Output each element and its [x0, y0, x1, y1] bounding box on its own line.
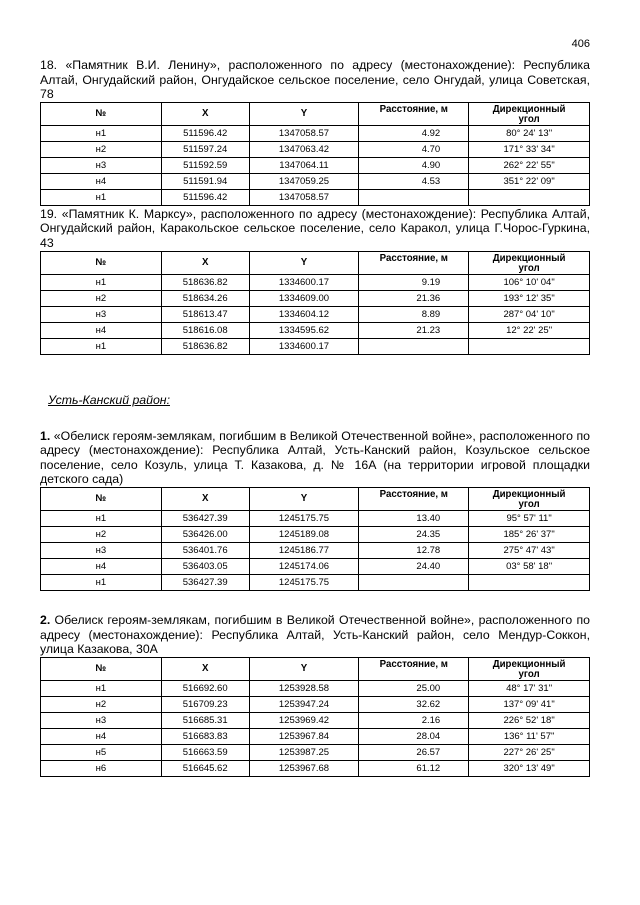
direction-angle-cell: 12° 22' 25": [469, 322, 590, 338]
y-coordinate-cell: 1334600.17: [249, 338, 359, 354]
distance-cell: 24.40: [359, 558, 469, 574]
table-header-row: [41, 487, 590, 510]
coordinates-table: [40, 251, 590, 355]
point-number-cell: н3: [41, 306, 162, 322]
distance-cell: 61.12: [359, 760, 469, 776]
table-row: [41, 322, 590, 338]
x-coordinate-cell: 516692.60: [161, 680, 249, 696]
distance-cell: 25.00: [359, 680, 469, 696]
direction-angle-cell: 171° 33' 34": [469, 141, 590, 157]
point-number-cell: н6: [41, 760, 162, 776]
direction-angle-cell: 227° 26' 25": [469, 744, 590, 760]
table-header-row: [41, 657, 590, 680]
y-coordinate-cell: 1245186.77: [249, 542, 359, 558]
point-number-cell: н1: [41, 189, 162, 205]
section-number: 1.: [40, 428, 51, 443]
x-coordinate-cell: 536427.39: [161, 574, 249, 590]
table-row: [41, 274, 590, 290]
point-number-cell: н3: [41, 542, 162, 558]
point-number-cell: н2: [41, 526, 162, 542]
header-angle-line2: угол: [518, 113, 540, 125]
table-row: [41, 338, 590, 354]
point-number-cell: н5: [41, 744, 162, 760]
distance-cell: 9.19: [359, 274, 469, 290]
header-angle: [469, 251, 590, 274]
x-coordinate-cell: 516683.83: [161, 728, 249, 744]
distance-cell: 2.16: [359, 712, 469, 728]
section-description: [40, 207, 590, 251]
header-angle: [469, 487, 590, 510]
section-description: [40, 58, 590, 102]
table-row: [41, 526, 590, 542]
section-text: Обелиск героям-землякам, погибшим в Великой Отечественной войне», расположенного по адресу (местонахождение): Республика Алтай, Усть-Канский район, село Мендур-Соккон, улица Казакова, 30А: [40, 612, 590, 657]
direction-angle-cell: 275° 47' 43": [469, 542, 590, 558]
point-number-cell: н3: [41, 712, 162, 728]
point-number-cell: н2: [41, 290, 162, 306]
table-row: [41, 696, 590, 712]
point-number-cell: н1: [41, 574, 162, 590]
x-coordinate-cell: 511596.42: [161, 125, 249, 141]
distance-cell: [359, 338, 469, 354]
y-coordinate-cell: 1334609.00: [249, 290, 359, 306]
table-header-row: [41, 251, 590, 274]
direction-angle-cell: 136° 11' 57": [469, 728, 590, 744]
header-y: Y: [249, 657, 359, 680]
point-number-cell: н4: [41, 558, 162, 574]
distance-cell: 21.36: [359, 290, 469, 306]
coordinates-table: [40, 102, 590, 206]
header-number: №: [41, 251, 162, 274]
x-coordinate-cell: 516645.62: [161, 760, 249, 776]
section-text: «Памятник В.И. Ленину», расположенного по адресу (местонахождение): Республика Алтай, Онгудайский район, Онгудайское сельское поселение, село Онгудай, улица Советская, 78: [40, 58, 590, 102]
direction-angle-cell: [469, 574, 590, 590]
y-coordinate-cell: 1334604.12: [249, 306, 359, 322]
header-angle-line1: Дирекционный: [492, 488, 566, 500]
coordinates-table: [40, 487, 590, 591]
point-number-cell: н1: [41, 338, 162, 354]
x-coordinate-cell: 518636.82: [161, 274, 249, 290]
x-coordinate-cell: 511592.59: [161, 157, 249, 173]
direction-angle-cell: 262° 22' 55": [469, 157, 590, 173]
table-row: [41, 728, 590, 744]
table-row: [41, 173, 590, 189]
page-content: [40, 58, 590, 777]
y-coordinate-cell: 1347059.25: [249, 173, 359, 189]
distance-cell: 26.57: [359, 744, 469, 760]
table-row: [41, 125, 590, 141]
x-coordinate-cell: 518616.08: [161, 322, 249, 338]
x-coordinate-cell: 518636.82: [161, 338, 249, 354]
table-row: [41, 760, 590, 776]
direction-angle-cell: 185° 26' 37": [469, 526, 590, 542]
x-coordinate-cell: 536427.39: [161, 510, 249, 526]
table-row: [41, 189, 590, 205]
distance-cell: 24.35: [359, 526, 469, 542]
header-angle-line2: угол: [518, 262, 540, 274]
direction-angle-cell: 106° 10' 04": [469, 274, 590, 290]
direction-angle-cell: 95° 57' 11": [469, 510, 590, 526]
x-coordinate-cell: 536401.76: [161, 542, 249, 558]
distance-cell: 12.78: [359, 542, 469, 558]
direction-angle-cell: 320° 13' 49": [469, 760, 590, 776]
point-number-cell: н4: [41, 173, 162, 189]
point-number-cell: н4: [41, 322, 162, 338]
table-row: [41, 290, 590, 306]
direction-angle-cell: 226° 52' 18": [469, 712, 590, 728]
direction-angle-cell: 03° 58' 18": [469, 558, 590, 574]
section-number: 18.: [40, 58, 58, 72]
distance-cell: [359, 574, 469, 590]
x-coordinate-cell: 511596.42: [161, 189, 249, 205]
section-number: 19.: [40, 206, 58, 221]
y-coordinate-cell: 1245175.75: [249, 510, 359, 526]
table-row: [41, 510, 590, 526]
y-coordinate-cell: 1334595.62: [249, 322, 359, 338]
header-angle-line1: Дирекционный: [492, 103, 566, 115]
x-coordinate-cell: 511591.94: [161, 173, 249, 189]
section-description: [40, 429, 590, 487]
header-distance: Расстояние, м: [359, 251, 469, 274]
direction-angle-cell: 80° 24' 13": [469, 125, 590, 141]
section-text: «Памятник К. Марксу», расположенного по адресу (местонахождение): Республика Алтай, Онгудайский район, Каракольское сельское поселение, село Каракол, улица Г.Чорос-Гуркина, 43: [40, 206, 590, 250]
header-angle-line2: угол: [518, 498, 540, 510]
distance-cell: 13.40: [359, 510, 469, 526]
header-angle: [469, 102, 590, 125]
x-coordinate-cell: 518613.47: [161, 306, 249, 322]
x-coordinate-cell: 518634.26: [161, 290, 249, 306]
direction-angle-cell: 193° 12' 35": [469, 290, 590, 306]
direction-angle-cell: 48° 17' 31": [469, 680, 590, 696]
y-coordinate-cell: 1334600.17: [249, 274, 359, 290]
direction-angle-cell: 287° 04' 10": [469, 306, 590, 322]
header-number: №: [41, 102, 162, 125]
y-coordinate-cell: 1253928.58: [249, 680, 359, 696]
header-angle-line1: Дирекционный: [492, 658, 566, 670]
header-angle-line2: угол: [518, 668, 540, 680]
header-number: №: [41, 657, 162, 680]
header-angle-line1: Дирекционный: [492, 252, 566, 264]
distance-cell: 4.53: [359, 173, 469, 189]
point-number-cell: н2: [41, 696, 162, 712]
distance-cell: 21.23: [359, 322, 469, 338]
table-row: [41, 680, 590, 696]
point-number-cell: н1: [41, 510, 162, 526]
y-coordinate-cell: 1347058.57: [249, 125, 359, 141]
y-coordinate-cell: 1253947.24: [249, 696, 359, 712]
direction-angle-cell: 137° 09' 41": [469, 696, 590, 712]
header-x: X: [161, 487, 249, 510]
table-row: [41, 141, 590, 157]
table-header-row: [41, 102, 590, 125]
section-text: «Обелиск героям-землякам, погибшим в Великой Отечественной войне», расположенного по адресу (местонахождение): Республика Алтай, Усть-Канский район, Козульское сельское поселение, село Козуль, улица Т. Казакова, д. № 16А (на территории игровой площадки детского сада): [40, 428, 590, 487]
y-coordinate-cell: 1253969.42: [249, 712, 359, 728]
table-row: [41, 574, 590, 590]
header-y: Y: [249, 251, 359, 274]
point-number-cell: н3: [41, 157, 162, 173]
table-row: [41, 306, 590, 322]
header-x: X: [161, 251, 249, 274]
distance-cell: 4.92: [359, 125, 469, 141]
header-x: X: [161, 657, 249, 680]
x-coordinate-cell: 536426.00: [161, 526, 249, 542]
x-coordinate-cell: 511597.24: [161, 141, 249, 157]
table-row: [41, 558, 590, 574]
x-coordinate-cell: 536403.05: [161, 558, 249, 574]
y-coordinate-cell: 1245189.08: [249, 526, 359, 542]
direction-angle-cell: 351° 22' 09": [469, 173, 590, 189]
x-coordinate-cell: 516685.31: [161, 712, 249, 728]
direction-angle-cell: [469, 338, 590, 354]
y-coordinate-cell: 1253967.84: [249, 728, 359, 744]
page-number: 406: [571, 38, 590, 50]
table-row: [41, 542, 590, 558]
point-number-cell: н1: [41, 274, 162, 290]
header-distance: Расстояние, м: [359, 487, 469, 510]
y-coordinate-cell: 1347063.42: [249, 141, 359, 157]
header-distance: Расстояние, м: [359, 657, 469, 680]
x-coordinate-cell: 516709.23: [161, 696, 249, 712]
distance-cell: 32.62: [359, 696, 469, 712]
header-distance: Расстояние, м: [359, 102, 469, 125]
point-number-cell: н1: [41, 125, 162, 141]
y-coordinate-cell: 1253987.25: [249, 744, 359, 760]
point-number-cell: н1: [41, 680, 162, 696]
x-coordinate-cell: 516663.59: [161, 744, 249, 760]
section-number: 2.: [40, 612, 51, 627]
distance-cell: 8.89: [359, 306, 469, 322]
distance-cell: 4.70: [359, 141, 469, 157]
region-heading: Усть-Канский район:: [48, 392, 170, 407]
point-number-cell: н4: [41, 728, 162, 744]
header-angle: [469, 657, 590, 680]
table-row: [41, 712, 590, 728]
y-coordinate-cell: 1245174.06: [249, 558, 359, 574]
header-y: Y: [249, 102, 359, 125]
header-y: Y: [249, 487, 359, 510]
distance-cell: 4.90: [359, 157, 469, 173]
section-description: [40, 613, 590, 657]
table-row: [41, 744, 590, 760]
distance-cell: [359, 189, 469, 205]
header-x: X: [161, 102, 249, 125]
y-coordinate-cell: 1245175.75: [249, 574, 359, 590]
point-number-cell: н2: [41, 141, 162, 157]
header-number: №: [41, 487, 162, 510]
y-coordinate-cell: 1253967.68: [249, 760, 359, 776]
direction-angle-cell: [469, 189, 590, 205]
y-coordinate-cell: 1347058.57: [249, 189, 359, 205]
y-coordinate-cell: 1347064.11: [249, 157, 359, 173]
coordinates-table: [40, 657, 590, 777]
distance-cell: 28.04: [359, 728, 469, 744]
table-row: [41, 157, 590, 173]
